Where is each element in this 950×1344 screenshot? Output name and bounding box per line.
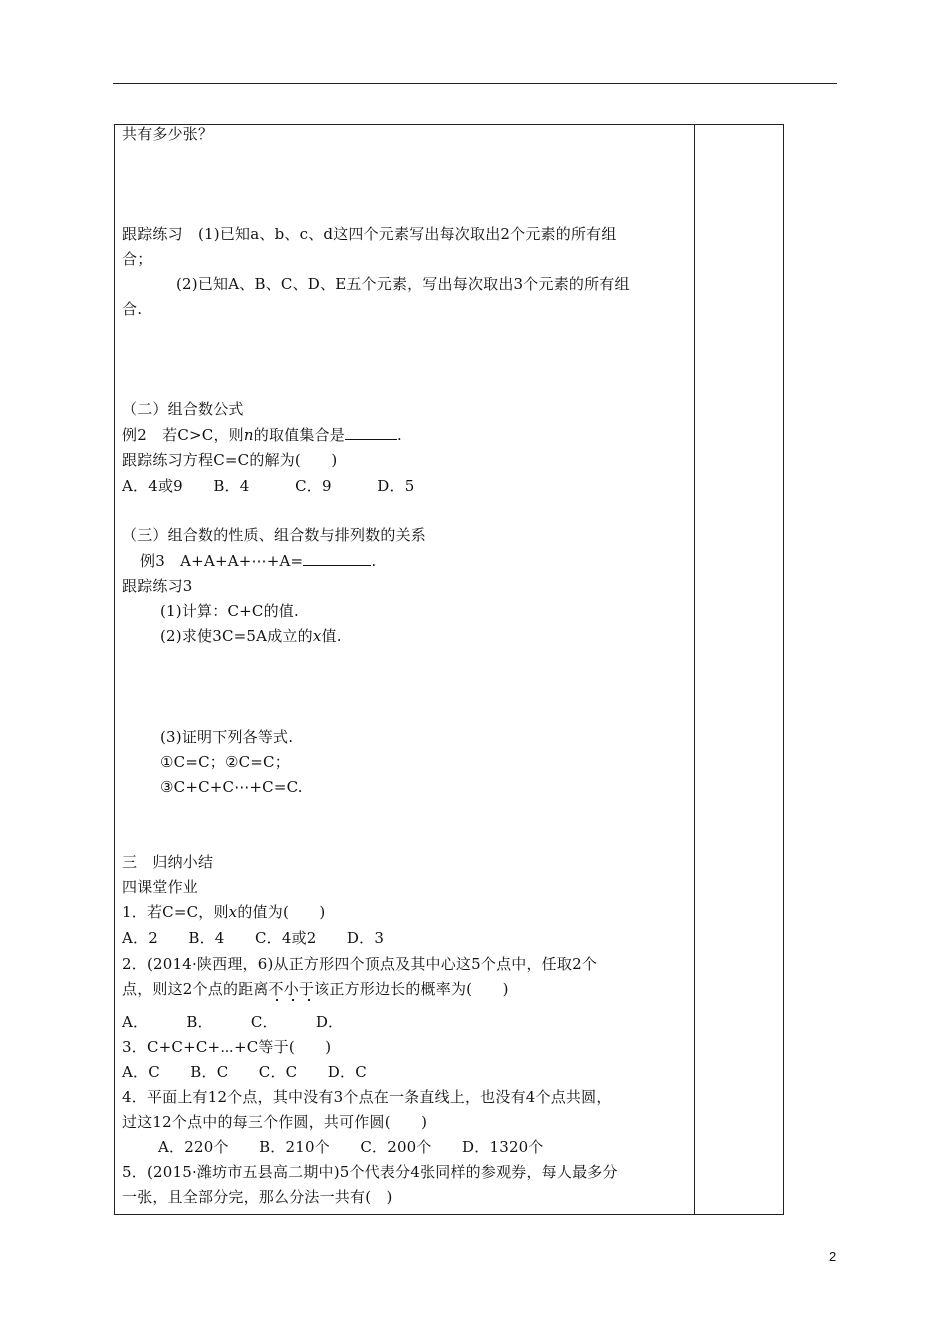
example-2-text-b: 的取值集合是: [253, 426, 345, 444]
answer-blank: [345, 426, 397, 440]
follow-up-3-2: [160, 626, 342, 646]
follow-up-exercise-2-cont: 合.: [122, 300, 143, 318]
section-heading-summary: 三 归纳小结: [122, 853, 214, 871]
homework-4-options: A．220个 B．210个 C．200个 D．1320个: [158, 1138, 544, 1156]
follow-up-3-2-text-a: (2)求使3C=5A成立的: [160, 627, 313, 645]
section-heading-homework: 四课堂作业: [122, 878, 199, 896]
homework-4-cont: 过这12个点中的每三个作圆，共可作圆( ): [122, 1113, 428, 1131]
header-rule: [113, 83, 837, 84]
follow-up-exercise-2: (2)已知A、B、C、D、E五个元素，写出每次取出3个元素的所有组: [176, 275, 630, 293]
answer-blank: [303, 552, 371, 566]
homework-5: 5．(2015·潍坊市五县高二期中)5个代表分4张同样的参观券，每人最多分: [122, 1163, 618, 1181]
problem-text: 共有多少张？: [122, 125, 214, 143]
homework-2-cont: [122, 979, 509, 999]
follow-up-3-2-text-b: 值.: [321, 627, 342, 645]
homework-5-cont: 一张，且全部分完，那么分法一共有( ): [122, 1188, 393, 1206]
example-3: [140, 551, 376, 571]
homework-3: 3．C+C+C+⋯+C等于( ): [122, 1038, 332, 1056]
follow-up-exercise-1: 跟踪练习 (1)已知a、b、c、d这四个元素写出每次取出2个元素的所有组: [122, 225, 617, 243]
variable-x: x: [312, 627, 322, 645]
variable-x: x: [228, 903, 238, 921]
homework-4: 4．平面上有12个点，其中没有3个点在一条直线上，也没有4个点共圆，: [122, 1088, 612, 1106]
example-2: [122, 425, 402, 445]
homework-2-options: A． B． C． D．: [122, 1013, 344, 1031]
variable-n: n: [243, 426, 254, 444]
homework-2-text-a: 点，则这2个点的距离: [122, 980, 269, 998]
page-number: 2: [829, 1249, 837, 1264]
follow-up-heading-3: 跟踪练习3: [122, 577, 193, 595]
follow-up-3-1: (1)计算：C+C的值.: [160, 602, 299, 620]
emphasis-dotted-text: 不小于: [269, 980, 315, 1003]
section-heading-3: （三）组合数的性质、组合数与排列数的关系: [122, 526, 427, 544]
homework-1-text-b: 的值为( ): [237, 903, 326, 921]
example-3-text-b: .: [371, 552, 377, 570]
follow-up-3-3: (3)证明下列各等式.: [160, 728, 294, 746]
table-column-divider: [694, 124, 695, 1215]
homework-1-text-a: 1．若C=C，则: [122, 903, 229, 921]
homework-2-text-b: 该正方形边长的概率为( ): [314, 980, 509, 998]
example-2-text-c: .: [396, 426, 402, 444]
example-3-text-a: 例3 A+A+A+⋯+A=: [140, 552, 304, 570]
follow-up-equation: 跟踪练习方程C=C的解为( ): [122, 451, 338, 469]
identity-1-2: ①C=C；②C=C；: [160, 753, 290, 771]
identity-3: ③C+C+C⋯+C=C.: [160, 778, 303, 796]
example-2-text-a: 例2 若C>C，则: [122, 426, 244, 444]
section-heading-2: （二）组合数公式: [122, 400, 244, 418]
homework-2: 2．(2014·陕西理，6)从正方形四个顶点及其中心这5个点中，任取2个: [122, 955, 598, 973]
follow-up-exercise-1-cont: 合；: [122, 250, 153, 268]
homework-1: [122, 902, 325, 922]
homework-1-options: A．2 B．4 C．4或2 D．3: [122, 929, 385, 947]
homework-3-options: A．C B．C C．C D．C: [122, 1063, 367, 1081]
answer-options: A．4或9 B．4 C．9 D．5: [122, 477, 415, 495]
